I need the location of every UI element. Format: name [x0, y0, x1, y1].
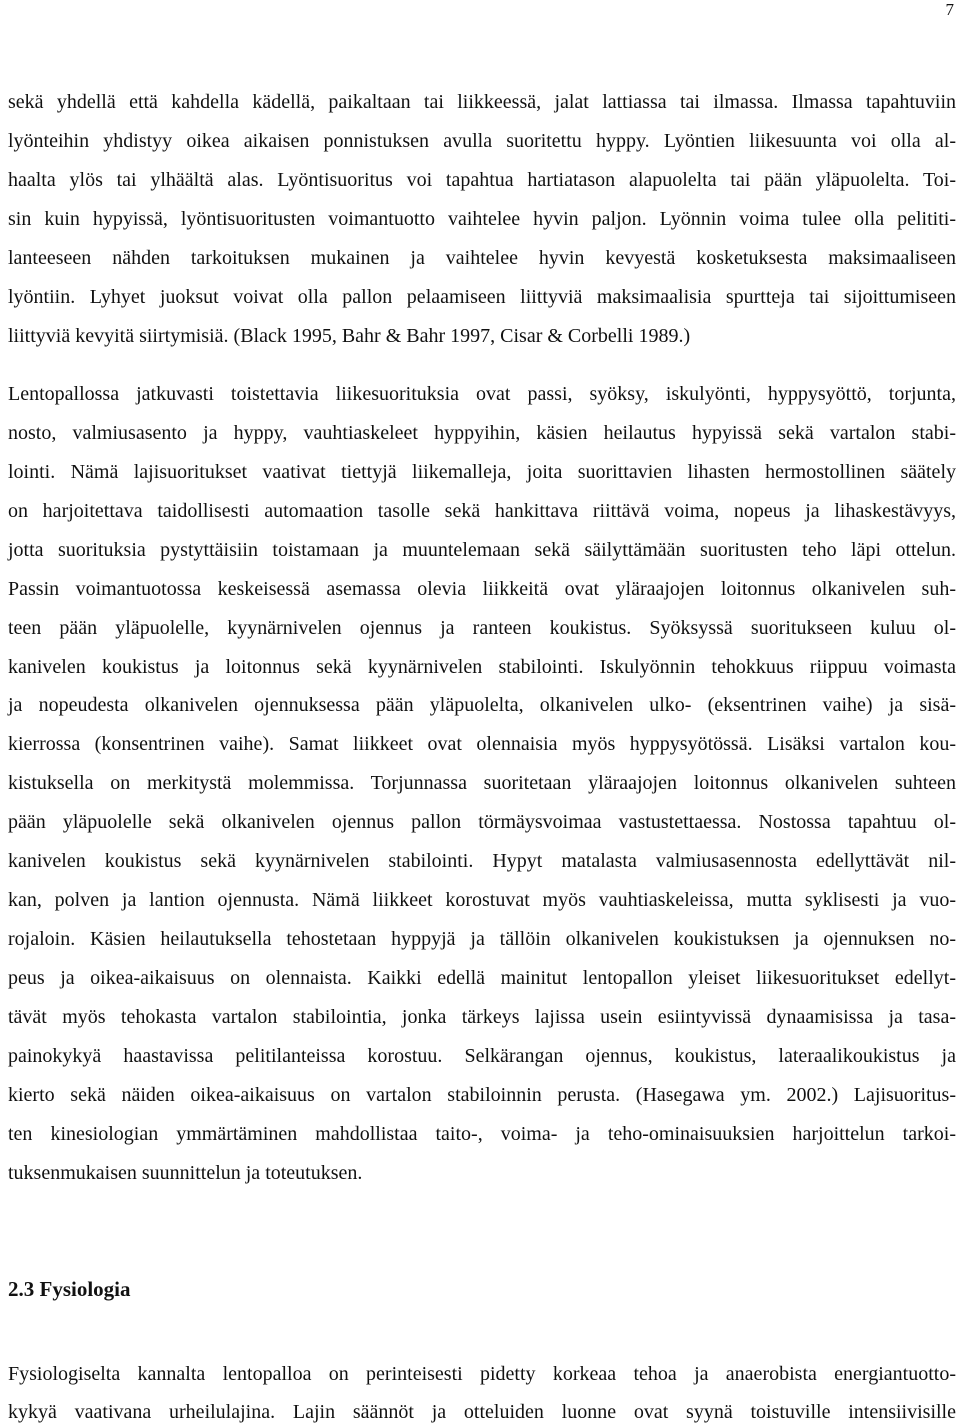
- text-line: nosto, valmiusasento ja hyppy, vauhtiaskeleet hyppyihin, käsien heilautus hypyissä sekä vartalon stabi-: [8, 422, 956, 444]
- text-line: ten kinesiologian ymmärtäminen mahdollistaa taito-, voima- ja teho-ominaisuuksien harjoittelun tarkoi-: [8, 1123, 956, 1145]
- text-line: tävät myös tehokasta vartalon stabilointia, jonka tärkeys lajissa usein esiintyvissä dynaamisissa ja tasa-: [8, 1006, 956, 1028]
- text-line: kykyä vaativana urheilulajina. Lajin säännöt ja otteluiden luonne ovat syynä toistuville intensiivisille: [8, 1401, 956, 1423]
- section-heading: 2.3 Fysiologia: [8, 1277, 131, 1301]
- text-line: lyönteihin yhdistyy oikea aikaisen ponnistuksen avulla suoritettu hyppy. Lyöntien liikesuunta voi olla al-: [8, 130, 956, 152]
- text-line: kan, polven ja lantion ojennusta. Nämä liikkeet korostuvat myös vauhtiaskeleissa, mutta syklisesti ja vuo-: [8, 889, 956, 911]
- text-line: kistuksella on merkitystä molemmissa. Torjunnassa suoritetaan yläraajojen loitonnus olkanivelen suhteen: [8, 772, 956, 794]
- text-line: tuksenmukaisen suunnittelun ja toteutuksen.: [8, 1162, 363, 1184]
- text-line: pään yläpuolelle sekä olkanivelen ojennus pallon törmäysvoimaa vastustettaessa. Nostossa tapahtuu ol-: [8, 811, 956, 833]
- text-line: kanivelen koukistus sekä kyynärnivelen stabilointi. Hypyt matalasta valmiusasennosta edellyttävät nil-: [8, 850, 956, 872]
- text-line: sekä yhdellä että kahdella kädellä, paikaltaan tai liikkeessä, jalat lattiassa tai ilmassa. Ilmassa tapahtuviin: [8, 91, 956, 113]
- text-line: ja nopeudesta olkanivelen ojennuksessa pään yläpuolelta, olkanivelen ulko- (eksentrinen vaihe) ja sisä-: [8, 694, 956, 716]
- text-line: peus ja oikea-aikaisuus on olennaista. Kaikki edellä mainitut lentopallon yleiset liikesuoritukset edellyt-: [8, 967, 956, 989]
- text-line: sin kuin hypyissä, lyöntisuoritusten voimantuotto vaihtelee hyvin paljon. Lyönnin voima tulee olla pelititi-: [8, 208, 956, 230]
- text-line: lyöntiin. Lyhyet juoksut voivat olla pallon pelaamiseen liittyviä maksimaalisia spurtteja tai sijoittumiseen: [8, 286, 956, 308]
- text-line: Lentopallossa jatkuvasti toistettavia liikesuorituksia ovat passi, syöksy, iskulyönti, hyppysyöttö, torjunta,: [8, 383, 956, 405]
- text-line: on harjoitettava taidollisesti automaation tasolle sekä hankittava riittävä voima, nopeus ja lihaskestävyys,: [8, 500, 956, 522]
- text-line: lointi. Nämä lajisuoritukset vaativat tiettyjä liikemalleja, joita suorittavien lihasten hermostollinen säätely: [8, 461, 956, 483]
- text-line: kierrossa (konsentrinen vaihe). Samat liikkeet ovat olennaisia myös hyppysyötössä. Lisäksi vartalon kou-: [8, 733, 956, 755]
- text-line: kierto sekä näiden oikea-aikaisuus on vartalon stabiloinnin perusta. (Hasegawa ym. 2002.) Lajisuoritus-: [8, 1084, 956, 1106]
- text-line: painokykyä haastavissa pelitilanteissa korostuu. Selkärangan ojennus, koukistus, lateraalikoukistus ja: [8, 1045, 956, 1067]
- text-line: kanivelen koukistus ja loitonnus sekä kyynärnivelen stabilointi. Iskulyönnin tehokkuus riippuu voimasta: [8, 656, 956, 678]
- text-line: liittyviä kevyitä siirtymisiä. (Black 1995, Bahr & Bahr 1997, Cisar & Corbelli 1989.): [8, 325, 691, 347]
- text-line: jotta suorituksia pystyttäisiin toistamaan ja muuntelemaan sekä säilyttämään suoritusten teho läpi ottelun.: [8, 539, 956, 561]
- text-line: Fysiologiselta kannalta lentopalloa on perinteisesti pidetty korkeaa tehoa ja anaerobista energiantuotto-: [8, 1363, 956, 1385]
- text-line: Passin voimantuotossa keskeisessä asemassa olevia liikkeitä ovat yläraajojen loitonnus olkanivelen suh-: [8, 578, 956, 600]
- text-line: lanteeseen nähden tarkoituksen mukainen ja vaihtelee hyvin kevyestä kosketuksesta maksimaaliseen: [8, 247, 956, 269]
- text-line: haalta ylös tai ylhäältä alas. Lyöntisuoritus voi tapahtua hartiatason alapuolelta tai pään yläpuolelta. Toi-: [8, 169, 956, 191]
- page-number: 7: [945, 0, 954, 19]
- text-line: teen pään yläpuolelle, kyynärnivelen ojennus ja ranteen koukistus. Syöksyssä suoritukseen kuluu ol-: [8, 617, 956, 639]
- text-line: rojaloin. Käsien heilautuksella tehostetaan hyppyjä ja tällöin olkanivelen koukistuksen ja ojennuksen no-: [8, 928, 956, 950]
